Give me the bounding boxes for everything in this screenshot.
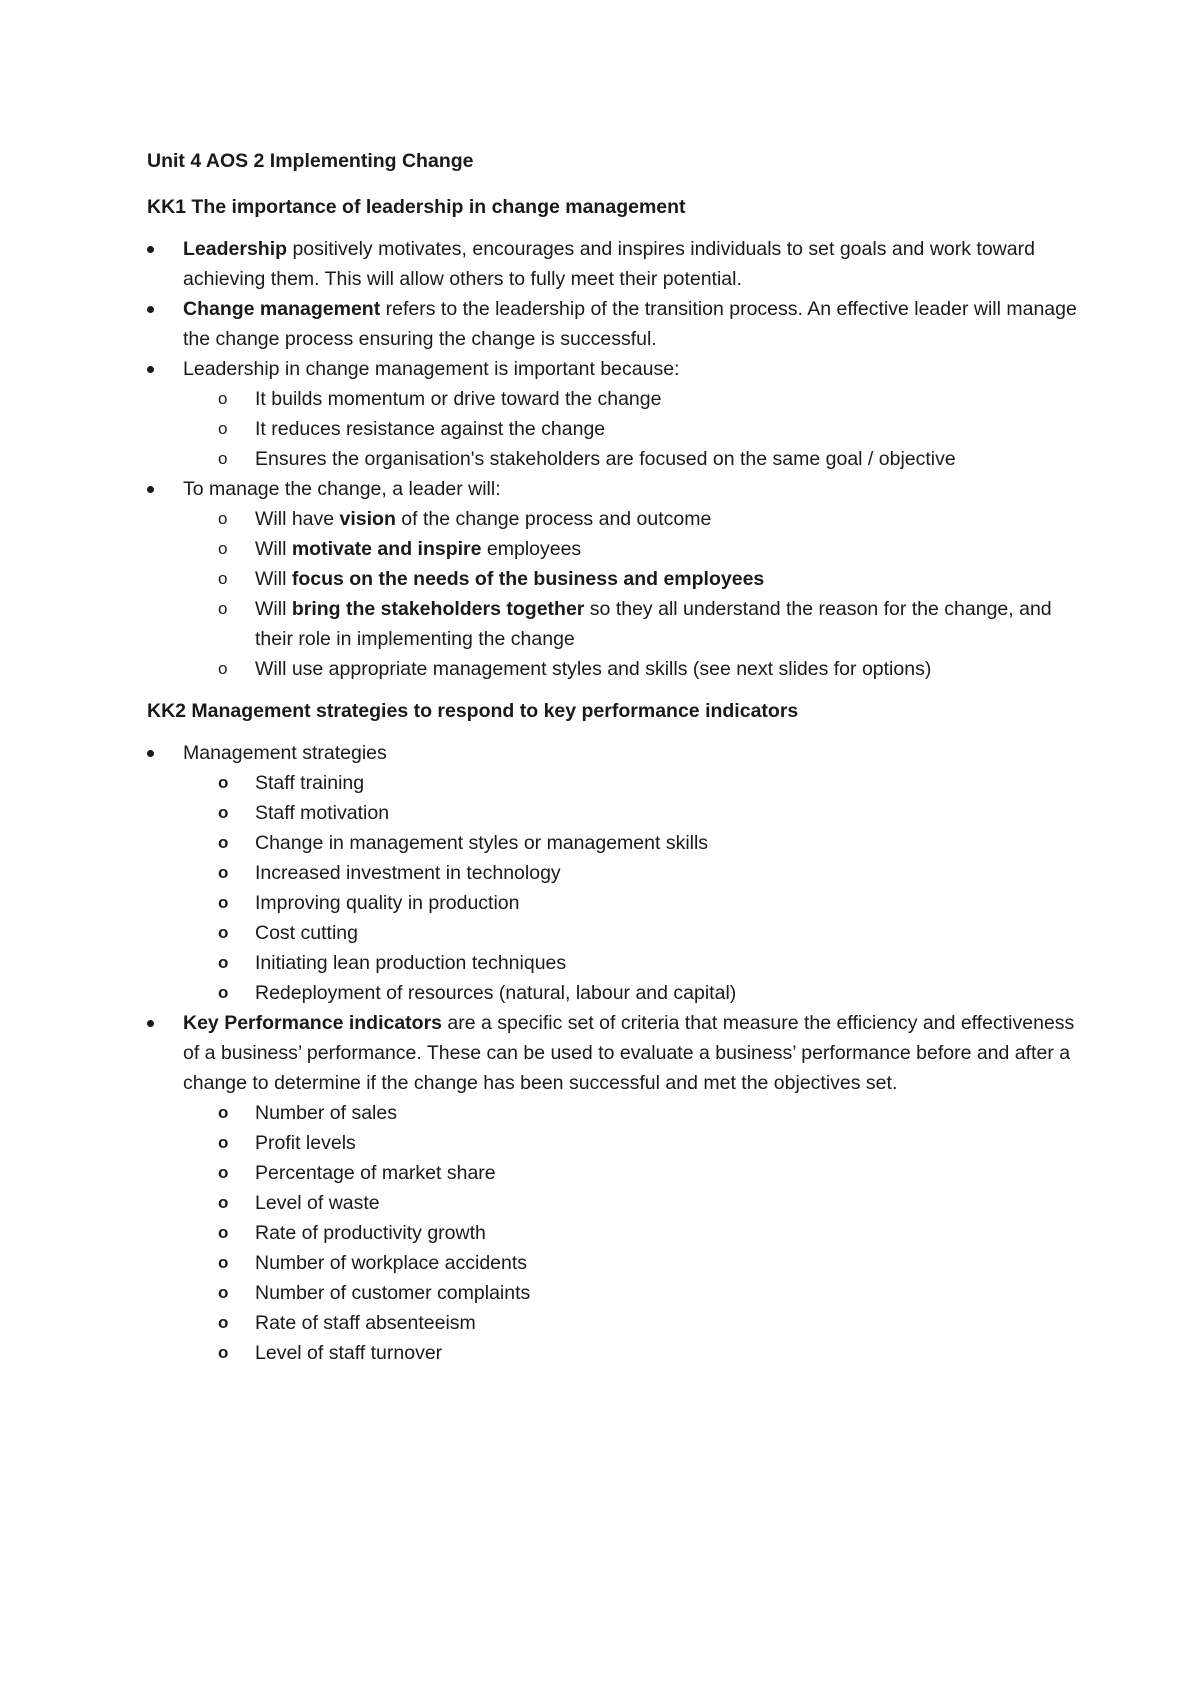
sub-bullet-marker: o <box>218 1343 229 1362</box>
term-change-management: Change management <box>183 298 381 320</box>
sub-list-item-text: Profit levels <box>255 1132 356 1154</box>
bullet-marker <box>147 486 154 493</box>
sub-list-item-text: It builds momentum or drive toward the change <box>255 388 662 410</box>
sub-bullet-marker: o <box>218 923 229 942</box>
list-item <box>147 1008 1077 1368</box>
sub-list-item-text: Staff motivation <box>255 802 390 824</box>
sub-bullet-marker: o <box>218 1193 229 1212</box>
list-item <box>147 294 1077 354</box>
sub-list-item-text: employees <box>481 538 582 560</box>
sub-bullet-marker: o <box>218 1133 229 1152</box>
sub-list-item-text: Number of workplace accidents <box>255 1252 528 1274</box>
sub-list-item-text: Cost cutting <box>255 922 358 944</box>
sub-list-item-text: Number of sales <box>255 1102 397 1124</box>
document-title: Unit 4 AOS 2 Implementing Change <box>147 150 474 172</box>
emphasis-text: bring the stakeholders together <box>291 598 585 620</box>
sub-list-item-text: Will have <box>255 508 340 530</box>
sub-list <box>183 504 1077 684</box>
sub-list-item-text: Will <box>255 598 292 620</box>
sub-bullet-marker: o <box>218 389 228 408</box>
sub-list-item <box>183 1188 1077 1218</box>
list-item <box>147 354 1077 474</box>
sub-list-item-text: It reduces resistance against the change <box>255 418 606 440</box>
sub-list-item <box>183 858 1077 888</box>
sub-list-item <box>183 534 1077 564</box>
sub-bullet-marker: o <box>218 1103 229 1122</box>
sub-bullet-marker: o <box>218 1313 229 1332</box>
list-item-text: To manage the change, a leader will: <box>183 478 501 500</box>
sub-list-item <box>183 768 1077 798</box>
bullet-marker <box>147 306 154 313</box>
sub-list-item <box>183 888 1077 918</box>
section-heading-kk2: KK2 Management strategies to respond to key performance indicators <box>147 700 799 722</box>
sub-list-item <box>183 654 1077 684</box>
emphasis-text: vision <box>339 508 396 530</box>
list-item-text: are a specific set of criteria that measure the efficiency and effectiveness of a business’ performance. These can be used to evaluate a business’ performance before and after a change to determine if the change has been successful and met the objectives set. <box>183 1012 1075 1094</box>
sub-bullet-marker: o <box>218 953 229 972</box>
sub-list-item <box>183 1278 1077 1308</box>
sub-list-item-text: Rate of productivity growth <box>255 1222 486 1244</box>
kk2-bullet-list <box>147 738 1077 1368</box>
sub-list-item-text: Change in management styles or management skills <box>255 832 709 854</box>
sub-list-item <box>183 594 1077 654</box>
sub-bullet-marker: o <box>218 773 229 792</box>
sub-list-item <box>183 918 1077 948</box>
sub-list-item-text: Redeployment of resources (natural, labour and capital) <box>255 982 737 1004</box>
sub-list-item-text: Percentage of market share <box>255 1162 496 1184</box>
emphasis-text: motivate and inspire <box>291 538 482 560</box>
sub-list <box>183 768 1077 1008</box>
sub-list-item <box>183 1338 1077 1368</box>
sub-bullet-marker: o <box>218 1163 229 1182</box>
sub-list-item <box>183 1308 1077 1338</box>
sub-bullet-marker: o <box>218 569 228 588</box>
sub-list-item <box>183 564 1077 594</box>
sub-bullet-marker: o <box>218 983 229 1002</box>
list-item-text: Leadership in change management is important because: <box>183 358 680 380</box>
sub-list-item <box>183 1218 1077 1248</box>
sub-bullet-marker: o <box>218 509 228 528</box>
kk1-bullet-list <box>147 234 1077 684</box>
sub-list-item <box>183 444 1077 474</box>
sub-list-item <box>183 384 1077 414</box>
sub-list-item-text: Staff training <box>255 772 365 794</box>
sub-list-item-text: Improving quality in production <box>255 892 520 914</box>
sub-list-item <box>183 798 1077 828</box>
sub-list-item-text: Level of waste <box>255 1192 380 1214</box>
term-leadership: Leadership <box>183 238 288 260</box>
sub-list-item <box>183 978 1077 1008</box>
section-heading-kk1: KK1 The importance of leadership in change management <box>147 196 686 218</box>
sub-list-item <box>183 1158 1077 1188</box>
list-item <box>147 738 1077 1008</box>
sub-list <box>183 1098 1077 1368</box>
sub-bullet-marker: o <box>218 419 228 438</box>
sub-list-item <box>183 1098 1077 1128</box>
sub-bullet-marker: o <box>218 863 229 882</box>
sub-list-item <box>183 828 1077 858</box>
bullet-marker <box>147 750 154 757</box>
list-item <box>147 234 1077 294</box>
document-content <box>147 146 1077 1368</box>
sub-list-item <box>183 414 1077 444</box>
sub-list <box>183 384 1077 474</box>
sub-bullet-marker: o <box>218 1223 229 1242</box>
sub-list-item <box>183 1128 1077 1158</box>
sub-list-item-text: Level of staff turnover <box>255 1342 443 1364</box>
sub-bullet-marker: o <box>218 539 228 558</box>
sub-list-item-text: Will <box>255 568 292 590</box>
list-item-text: Management strategies <box>183 742 387 764</box>
sub-bullet-marker: o <box>218 1253 229 1272</box>
sub-list-item-text: so they all understand the reason for the change, and their role in implementing the change <box>255 598 1052 650</box>
list-item-text: refers to the leadership of the transition process. An effective leader will manage the change process ensuring the change is successful. <box>183 298 1077 350</box>
emphasis-text: focus on the needs of the business and employees <box>291 568 765 590</box>
bullet-marker <box>147 1020 154 1027</box>
sub-bullet-marker: o <box>218 893 229 912</box>
bullet-marker <box>147 246 154 253</box>
sub-list-item <box>183 1248 1077 1278</box>
sub-list-item-text: Ensures the organisation's stakeholders are focused on the same goal / objective <box>255 448 956 470</box>
sub-list-item-text: Will use appropriate management styles and skills (see next slides for options) <box>255 658 932 680</box>
sub-bullet-marker: o <box>218 1283 229 1302</box>
sub-list-item-text: Rate of staff absenteeism <box>255 1312 476 1334</box>
sub-list-item-text: Number of customer complaints <box>255 1282 531 1304</box>
sub-bullet-marker: o <box>218 833 229 852</box>
sub-list-item-text: of the change process and outcome <box>395 508 712 530</box>
sub-bullet-marker: o <box>218 599 228 618</box>
list-item <box>147 474 1077 684</box>
sub-bullet-marker: o <box>218 659 228 678</box>
sub-list-item-text: Will <box>255 538 292 560</box>
sub-bullet-marker: o <box>218 449 228 468</box>
sub-list-item-text: Increased investment in technology <box>255 862 561 884</box>
sub-list-item <box>183 948 1077 978</box>
sub-bullet-marker: o <box>218 803 229 822</box>
list-item-text: positively motivates, encourages and inspires individuals to set goals and work toward achieving them. This will allow others to fully meet their potential. <box>183 238 1035 290</box>
bullet-marker <box>147 366 154 373</box>
sub-list-item-text: Initiating lean production techniques <box>255 952 567 974</box>
term-key-performance-indicators: Key Performance indicators <box>183 1012 443 1034</box>
sub-list-item <box>183 504 1077 534</box>
